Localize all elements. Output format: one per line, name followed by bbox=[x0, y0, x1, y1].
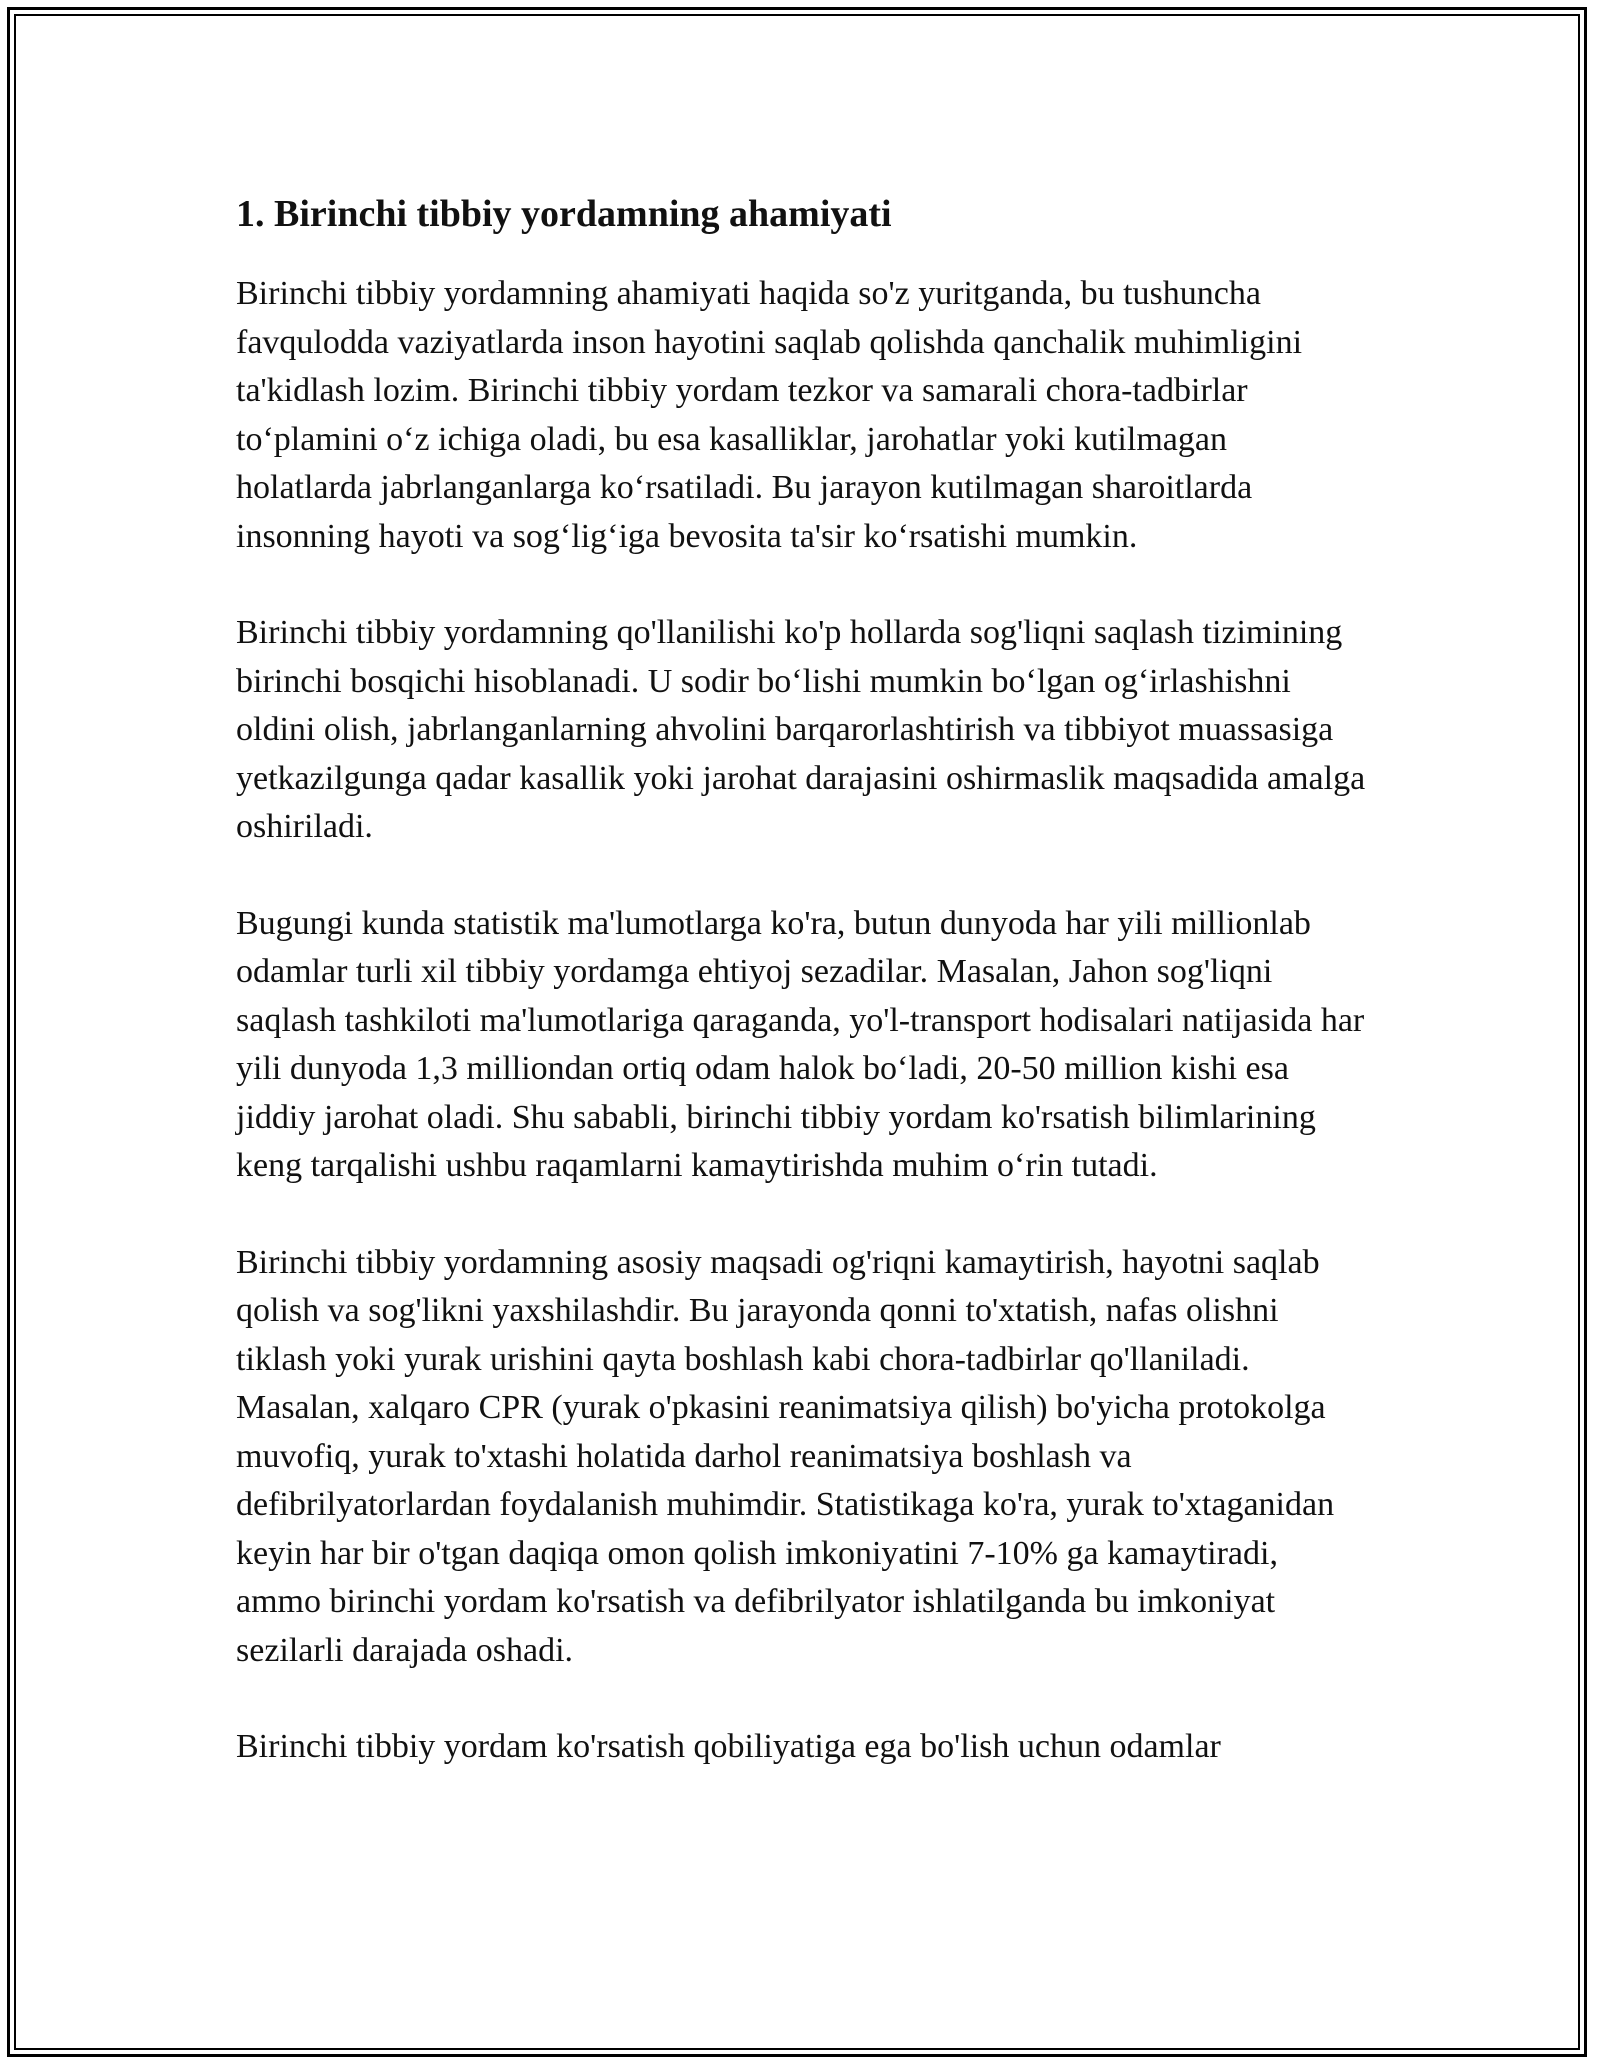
section-heading: 1. Birinchi tibbiy yordamning ahamiyati bbox=[236, 193, 892, 235]
paragraph-3: Bugungi kunda statistik ma'lumotlarga ko'ra, butun dunyoda har yili millionlab odamlar turli xil tibbiy yordamga ehtiyoj sezadilar. Masalan, Jahon sog'liqni saqlash tashkiloti ma'lumotlariga qaraganda, yo'l-transport hodisalari natijasida har yili dunyoda 1,3 milliondan ortiq odam halok bo‘ladi, 20-50 million kishi esa jiddiy jarohat oladi. Shu sababli, birinchi tibbiy yordam ko'rsatish bilimlarining keng tarqalishi ushbu raqamlarni kamaytirishda muhim o‘rin tutadi. bbox=[236, 904, 1365, 1184]
paragraph-2: Birinchi tibbiy yordamning qo'llanilishi ko'p hollarda sog'liqni saqlash tizimining birinchi bosqichi hisoblanadi. U sodir bo‘lishi mumkin bo‘lgan og‘irlashishni oldini olish, jabrlanganlarning ahvolini barqarorlashtirish va tibbiyot muassasiga yetkazilgunga qadar kasallik yoki jarohat darajasini oshirmaslik maqsadida amalga oshiriladi. bbox=[236, 614, 1366, 845]
paragraph-4: Birinchi tibbiy yordamning asosiy maqsadi og'riqni kamaytirish, hayotni saqlab qolish va sog'likni yaxshilashdir. Bu jarayonda qonni to'xtatish, nafas olishni tiklash yoki yurak urishini qayta boshlash kabi chora-tadbirlar qo'llaniladi. Masalan, xalqaro CPR (yurak o'pkasini reanimatsiya qilish) bo'yicha protokolga muvofiq, yurak to'xtashi holatida darhol reanimatsiya boshlash va defibrilyatorlardan foydalanish muhimdir. Statistikaga ko'ra, yurak to'xtaganidan keyin har bir o'tgan daqiqa omon qolish imkoniyatini 7-10% ga kamaytiradi, ammo birinchi yordam ko'rsatish va defibrilyator ishlatilganda bu imkoniyat sezilarli darajada oshadi. bbox=[236, 1243, 1335, 1669]
document-body bbox=[236, 188, 1366, 1820]
paragraph-1: Birinchi tibbiy yordamning ahamiyati haqida so'z yuritganda, bu tushuncha favqulodda vaziyatlarda inson hayotini saqlab qolishda qanchalik muhimligini ta'kidlash lozim. Birinchi tibbiy yordam tezkor va samarali chora-tadbirlar to‘plamini o‘z ichiga oladi, bu esa kasalliklar, jarohatlar yoki kutilmagan holatlarda jabrlanganlarga ko‘rsatiladi. Bu jarayon kutilmagan sharoitlarda insonning hayoti va sog‘lig‘iga bevosita ta'sir ko‘rsatishi mumkin. bbox=[236, 275, 1303, 555]
paragraph-5: Birinchi tibbiy yordam ko'rsatish qobiliyatiga ega bo'lish uchun odamlar bbox=[236, 1728, 1221, 1765]
